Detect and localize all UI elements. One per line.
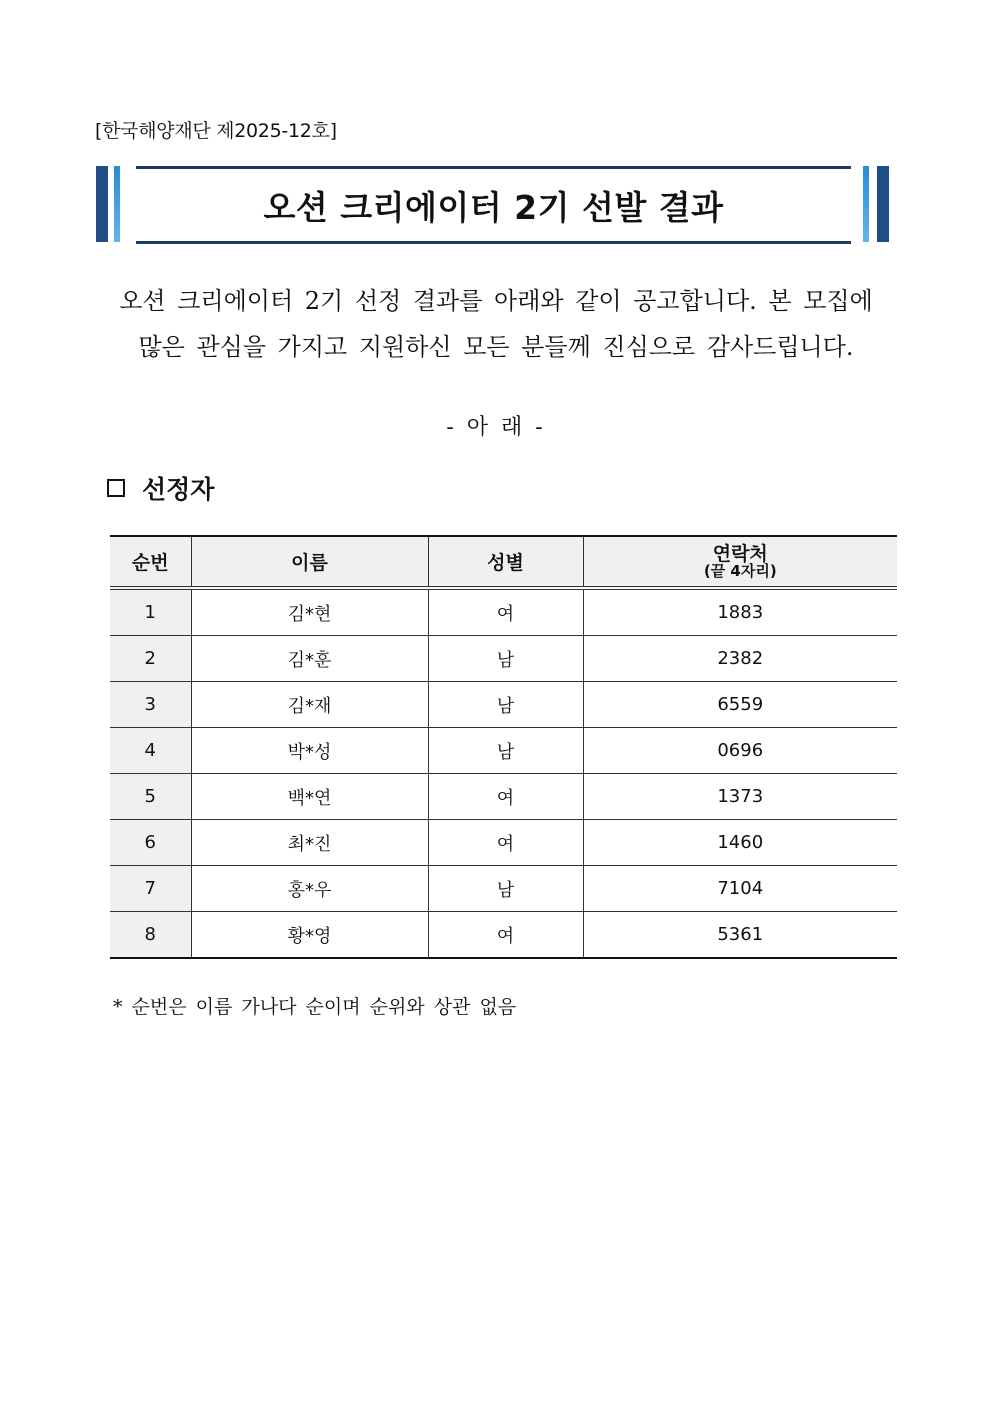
header-contact-sub: (끝 4자리) [703,562,777,580]
below-label: - 아 래 - [446,415,546,440]
row-no: 8 [110,912,191,959]
row-name: 박*성 [191,728,428,774]
table-row [110,866,897,912]
header-contact [583,536,897,588]
row-contact: 7104 [583,866,897,912]
title-bar-light [863,166,869,242]
table-row [110,912,897,959]
row-no: 3 [110,682,191,728]
checkbox-icon [107,479,125,497]
title-right-bars [863,166,891,242]
row-gender: 남 [428,728,583,774]
row-name: 김*재 [191,682,428,728]
title-bar-light [114,166,120,242]
notice-number: [한국해양재단 제2025-12호] [95,120,337,142]
header-name: 이름 [191,536,428,588]
row-contact: 5361 [583,912,897,959]
row-gender: 여 [428,820,583,866]
row-name: 김*현 [191,588,428,636]
table-row [110,682,897,728]
row-gender: 남 [428,866,583,912]
section-heading [107,470,214,506]
row-gender: 여 [428,588,583,636]
table-row [110,636,897,682]
row-name: 최*진 [191,820,428,866]
row-no: 7 [110,866,191,912]
page-title: 오션 크리에이터 2기 선발 결과 [263,187,724,227]
table-row [110,774,897,820]
intro-paragraph [100,278,892,370]
title-bar-dark [96,166,108,242]
row-contact: 2382 [583,636,897,682]
table-row [110,820,897,866]
row-gender: 남 [428,636,583,682]
footnote: * 순번은 이름 가나다 순이며 순위와 상관 없음 [113,996,517,1018]
row-gender: 남 [428,682,583,728]
row-no: 4 [110,728,191,774]
row-no: 5 [110,774,191,820]
header-gender: 성별 [428,536,583,588]
intro-line-1: 오션 크리에이터 2기 선정 결과를 아래와 같이 공고합니다. 본 모집에 [119,287,873,315]
row-name: 홍*우 [191,866,428,912]
title-bar-dark [877,166,889,242]
header-contact-label: 연락처 [712,543,768,565]
title-box [96,166,891,244]
row-name: 김*훈 [191,636,428,682]
row-no: 2 [110,636,191,682]
row-no: 6 [110,820,191,866]
row-no: 1 [110,588,191,636]
row-contact: 0696 [583,728,897,774]
row-contact: 1883 [583,588,897,636]
table-header-row [110,536,897,588]
header-no: 순번 [110,536,191,588]
row-contact: 6559 [583,682,897,728]
results-table [110,535,897,959]
section-title: 선정자 [142,475,215,504]
row-gender: 여 [428,912,583,959]
table-row [110,728,897,774]
row-gender: 여 [428,774,583,820]
table-row [110,588,897,636]
row-contact: 1460 [583,820,897,866]
intro-line-2: 많은 관심을 가지고 지원하신 모든 분들께 진심으로 감사드립니다. [138,333,854,361]
title-frame [136,166,851,244]
row-name: 백*연 [191,774,428,820]
title-left-bars [96,166,124,242]
row-name: 황*영 [191,912,428,959]
row-contact: 1373 [583,774,897,820]
